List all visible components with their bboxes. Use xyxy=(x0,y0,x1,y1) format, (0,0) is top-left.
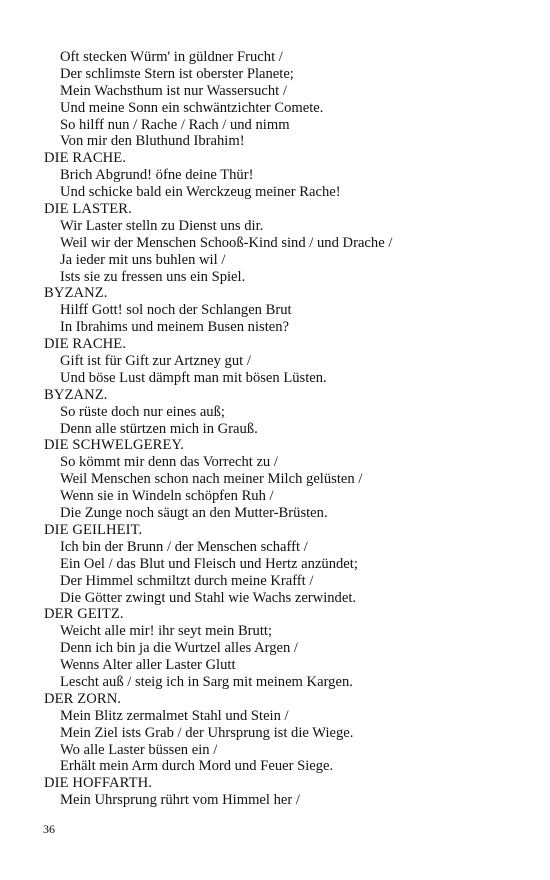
verse-line: Und böse Lust dämpft man mit bösen Lüsten. xyxy=(60,369,327,386)
verse-line: Weicht alle mir! ihr seyt mein Brutt; xyxy=(60,623,273,640)
verse-line: Wir Laster stelln zu Dienst uns dir. xyxy=(60,217,264,234)
verse-line: In Ibrahims und meinem Busen nisten? xyxy=(60,319,289,336)
verse-line: Weil Menschen schon nach meiner Milch gelüsten / xyxy=(60,471,363,488)
verse-line: Gift ist für Gift zur Artzney gut / xyxy=(60,353,251,370)
verse-line: Der Himmel schmiltzt durch meine Krafft / xyxy=(60,572,314,589)
verse-line: Mein Blitz zermalmet Stahl und Stein / xyxy=(60,707,289,724)
verse-line: Erhält mein Arm durch Mord und Feuer Siege. xyxy=(60,758,334,775)
verse-line: Mein Ziel ists Grab / der Uhrsprung ist die Wiege. xyxy=(60,724,354,741)
verse-line: Von mir den Bluthund Ibrahim! xyxy=(60,133,245,150)
verse-line: So kömmt mir denn das Vorrecht zu / xyxy=(60,454,278,471)
verse-line: Ists sie zu fressen uns ein Spiel. xyxy=(60,268,246,285)
play-text-block xyxy=(44,49,514,809)
speaker-heading: DIE RACHE. xyxy=(44,150,127,167)
verse-line: Und meine Sonn ein schwäntzichter Comete. xyxy=(60,99,324,116)
verse-line: Wo alle Laster büssen ein / xyxy=(60,741,218,758)
verse-line: Die Zunge noch säugt an den Mutter-Brüsten. xyxy=(60,505,328,522)
speaker-heading: DIE GEILHEIT. xyxy=(44,521,143,538)
verse-line: Wenns Alter aller Laster Glutt xyxy=(60,657,236,674)
speaker-heading: DER GEITZ. xyxy=(44,606,124,623)
speaker-heading: DIE RACHE. xyxy=(44,336,127,353)
speaker-heading: DER ZORN. xyxy=(44,690,122,707)
verse-line: Oft stecken Würm' in güldner Frucht / xyxy=(60,49,283,65)
speaker-heading: BYZANZ. xyxy=(44,386,108,403)
verse-line: Mein Uhrsprung rührt vom Himmel her / xyxy=(60,792,300,809)
page-number: 36 xyxy=(43,822,55,836)
speaker-heading: DIE SCHWELGEREY. xyxy=(44,437,184,454)
verse-line: Denn ich bin ja die Wurtzel alles Argen / xyxy=(60,640,298,657)
verse-line: So rüste doch nur eines auß; xyxy=(60,403,225,420)
verse-line: Der schlimste Stern ist oberster Planete; xyxy=(60,65,294,82)
verse-line: Lescht auß / steig ich in Sarg mit meinem Kargen. xyxy=(60,673,353,690)
verse-line: Ein Oel / das Blut und Fleisch und Hertz anzündet; xyxy=(60,555,358,572)
verse-line: Ja ieder mit uns buhlen wil / xyxy=(60,251,226,268)
verse-line: Und schicke bald ein Werckzeug meiner Rache! xyxy=(60,184,341,201)
speaker-heading: DIE HOFFARTH. xyxy=(44,775,152,792)
verse-line: Brich Abgrund! öfne deine Thür! xyxy=(60,167,254,184)
verse-line: So hilff nun / Rache / Rach / und nimm xyxy=(60,116,290,133)
verse-line: Hilff Gott! sol noch der Schlangen Brut xyxy=(60,302,292,319)
verse-line: Die Götter zwingt und Stahl wie Wachs zerwindet. xyxy=(60,589,357,606)
verse-line: Ich bin der Brunn / der Menschen schafft / xyxy=(60,538,308,555)
speaker-heading: BYZANZ. xyxy=(44,285,108,302)
verse-line: Mein Wachsthum ist nur Wassersucht / xyxy=(60,82,287,99)
verse-line: Weil wir der Menschen Schooß-Kind sind / und Drache / xyxy=(60,234,393,251)
speaker-heading: DIE LASTER. xyxy=(44,201,132,218)
verse-line: Denn alle stürtzen mich in Grauß. xyxy=(60,420,258,437)
verse-line: Wenn sie in Windeln schöpfen Ruh / xyxy=(60,488,274,505)
